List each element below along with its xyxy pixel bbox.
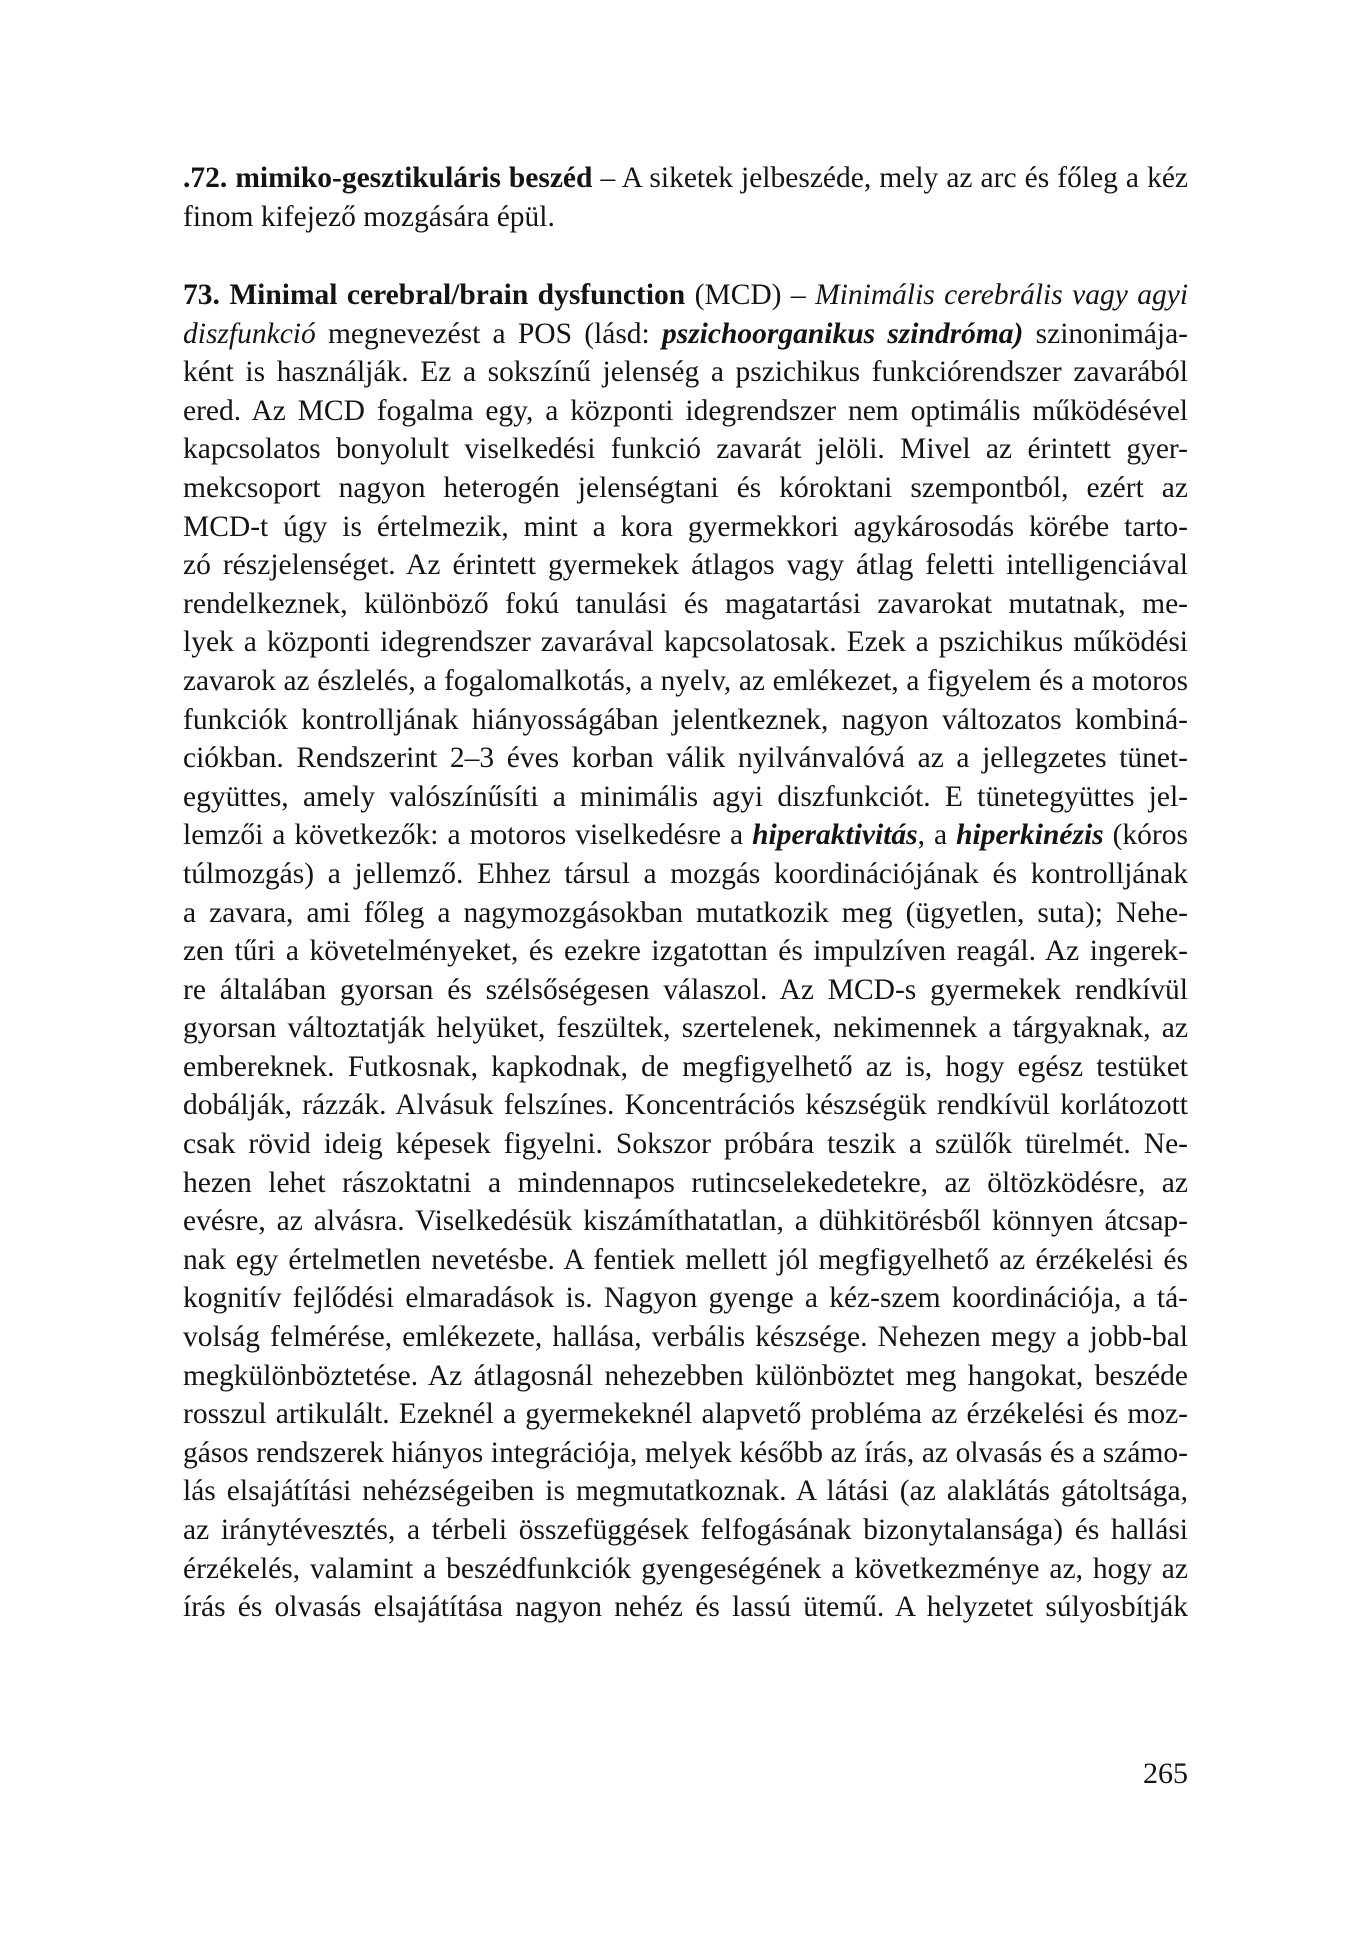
entry-line: rosszul artikulált. Ezeknél a gyermekeknél alapvető probléma az érzékelési és moz- [183, 1398, 1188, 1431]
entry-text: lemzői a következők: a motoros viselkedésre a [183, 819, 753, 852]
entry-line: együttes, amely valószínűsíti a minimális agyi diszfunkciót. E tünetegyüttes jel- [183, 780, 1188, 813]
entry-line: lyek a központi idegrendszer zavarával kapcsolatosak. Ezek a pszichikus működési [183, 626, 1188, 659]
entry-text: szinonimája- [1023, 317, 1188, 350]
entry-line: az iránytévesztés, a térbeli összefüggések felfogásának bizonytalansága) és hallási [183, 1514, 1188, 1546]
entry-line: rendelkeznek, különböző fokú tanulási és magatartási zavarokat mutatnak, me- [183, 587, 1188, 620]
entry-text: (kóros [1103, 819, 1188, 852]
cross-reference: hiperkinézis [956, 819, 1104, 852]
entry-text: megnevezést a POS (lásd: [315, 317, 662, 350]
entry-line: csak rövid ideig képesek figyelni. Sokszor próbára teszik a szülők türelmét. Ne- [183, 1128, 1188, 1161]
entry-line: dobálják, rázzák. Alvásuk felszínes. Koncentrációs készségük rendkívül korlátozott [183, 1089, 1188, 1122]
glossary-entry-72 [183, 159, 1188, 236]
entry-line [183, 315, 1188, 354]
entry-line: volság felmérése, emlékezete, hallása, verbális készsége. Nehezen megy a jobb-bal [183, 1321, 1188, 1354]
entry-line: finom kifejező mozgására épül. [183, 200, 555, 233]
entry-line: zavarok az észlelés, a fogalomalkotás, a nyelv, az emlékezet, a figyelem és a motoros [183, 664, 1188, 697]
entry-line: a zavara, ami főleg a nagymozgásokban mutatkozik meg (ügyetlen, suta); Nehe- [183, 896, 1188, 929]
entry-line [183, 159, 1188, 198]
entry-line [183, 816, 1188, 855]
entry-text: – A siketek jelbeszéde, mely az arc és főleg a kéz [592, 162, 1189, 194]
entry-line: hezen lehet rászoktatni a mindennapos rutincselekedetekre, az öltözködésre, az [183, 1166, 1188, 1199]
cross-reference: pszichoorganikus szindróma) [661, 317, 1024, 350]
entry-abbreviation: (MCD) – [685, 279, 816, 311]
entry-text: , a [917, 819, 957, 852]
entry-line: kapcsolatos bonyolult viselkedési funkció zavarát jelöli. Mivel az érintett gyer- [183, 433, 1188, 466]
entry-line: ként is használják. Ez a sokszínű jelenség a pszichikus funkciórendszer zavarából [183, 356, 1188, 389]
entry-line: mekcsoport nagyon heterogén jelenségtani és kóroktani szempontból, ezért az [183, 471, 1188, 504]
entry-number: .72. [183, 162, 228, 194]
entry-line: MCD-t úgy is értelmezik, mint a kora gyermekkori agykárosodás körébe tarto- [183, 510, 1188, 543]
entry-line: gyorsan változtatják helyüket, feszültek, szertelenek, nekimennek a tárgyaknak, az [183, 1012, 1188, 1045]
entry-italic-term: Minimális cerebrális vagy agyi [815, 279, 1189, 311]
page-number: 265 [1143, 1757, 1188, 1790]
entry-line: funkciók kontrolljának hiányosságában jelentkeznek, nagyon változatos kombiná- [183, 703, 1188, 736]
entry-line: ered. Az MCD fogalma egy, a központi idegrendszer nem optimális működésével [183, 394, 1188, 427]
entry-number: 73. [183, 279, 220, 311]
glossary-entry-73 [183, 276, 1188, 1627]
entry-line: lás elsajátítási nehézségeiben is megmutatkoznak. A látási (az alaklátás gátoltsága, [183, 1475, 1188, 1508]
entry-term: Minimal cerebral/brain dysfunction [229, 279, 686, 311]
entry-line: embereknek. Futkosnak, kapkodnak, de megfigyelhető az is, hogy egész testüket [183, 1050, 1188, 1083]
entry-line: kognitív fejlődési elmaradások is. Nagyon gyenge a kéz-szem koordinációja, a tá- [183, 1282, 1188, 1315]
entry-line: túlmozgás) a jellemző. Ehhez társul a mozgás koordinációjának és kontrolljának [183, 857, 1188, 890]
entry-line: zen tűri a követelményeket, és ezekre izgatottan és impulzíven reagál. Az ingerek- [183, 935, 1188, 968]
entry-line: nak egy értelmetlen nevetésbe. A fentiek mellett jól megfigyelhető az érzékelési és [183, 1243, 1188, 1276]
entry-line: megkülönböztetése. Az átlagosnál nehezebben különböztet meg hangokat, beszéde [183, 1359, 1188, 1392]
cross-reference: hiperaktivitás [752, 819, 918, 852]
entry-line: zó részjelenséget. Az érintett gyermekek átlagos vagy átlag feletti intelligenciával [183, 549, 1188, 582]
entry-line: gásos rendszerek hiányos integrációja, melyek később az írás, az olvasás és a számo- [183, 1436, 1188, 1469]
entry-line: ciókban. Rendszerint 2–3 éves korban válik nyilvánvalóvá az a jellegzetes tünet- [183, 742, 1188, 775]
entry-line: evésre, az alvásra. Viselkedésük kiszámíthatatlan, a dühkitörésből könnyen átcsap- [183, 1205, 1188, 1238]
entry-line: érzékelés, valamint a beszédfunkciók gyengeségének a következménye az, hogy az [183, 1552, 1188, 1585]
entry-italic-term: diszfunkció [183, 317, 316, 350]
entry-line [183, 276, 1188, 315]
entry-line: írás és olvasás elsajátítása nagyon nehéz és lassú ütemű. A helyzetet súlyosbítják [183, 1591, 1188, 1624]
entry-term: mimiko-gesztikuláris beszéd [235, 162, 593, 194]
entry-line: re általában gyorsan és szélsőségesen válaszol. Az MCD-s gyermekek rendkívül [183, 973, 1188, 1006]
